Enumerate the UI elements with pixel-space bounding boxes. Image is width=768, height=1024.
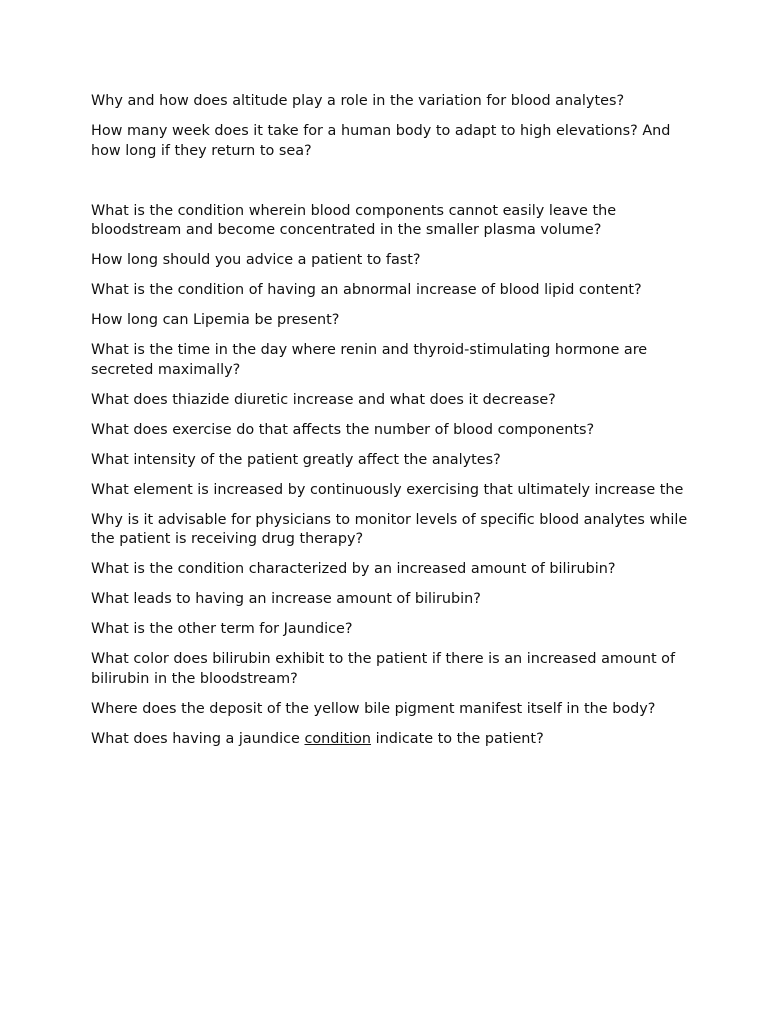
question-item: How many week does it take for a human body to adapt to high elevations? And how long if they return to sea? [91,122,671,159]
question-item: What is the other term for Jaundice? [91,621,353,638]
question-item: What does thiazide diuretic increase and what does it decrease? [91,391,556,408]
question-text-before: What does having a jaundice [91,730,305,747]
question-item: What is the condition of having an abnormal increase of blood lipid content? [91,282,642,299]
question-item: What is the condition characterized by an increased amount of bilirubin? [91,561,616,578]
question-item: What intensity of the patient greatly affect the analytes? [91,451,501,468]
question-item: How long should you advice a patient to fast? [91,252,421,269]
question-text-after: indicate to the patient? [371,730,544,747]
question-list [91,92,691,760]
question-item: What color does bilirubin exhibit to the patient if there is an increased amount of bilirubin in the bloodstream? [91,651,676,687]
question-item: What leads to having an increase amount of bilirubin? [91,591,481,608]
question-item: What does exercise do that affects the number of blood components? [91,421,595,438]
question-item: Why is it advisable for physicians to monitor levels of specific blood analytes while the patient is receiving drug therapy? [91,511,688,548]
question-item: Why and how does altitude play a role in the variation for blood analytes? [91,93,625,109]
question-item: What is the time in the day where renin and thyroid-stimulating hormone are secreted maximally? [91,342,648,378]
question-item: How long can Lipemia be present? [91,312,340,329]
question-item: What is the condition wherein blood components cannot easily leave the bloodstream and become concentrated in the smaller plasma volume? [91,202,617,239]
question-item-last [91,730,691,750]
question-item: Where does the deposit of the yellow bile pigment manifest itself in the body? [91,700,656,717]
blank-gap [91,172,691,202]
question-item: What element is increased by continuously exercising that ultimately increase the [91,481,684,498]
underlined-word: condition [304,730,372,747]
